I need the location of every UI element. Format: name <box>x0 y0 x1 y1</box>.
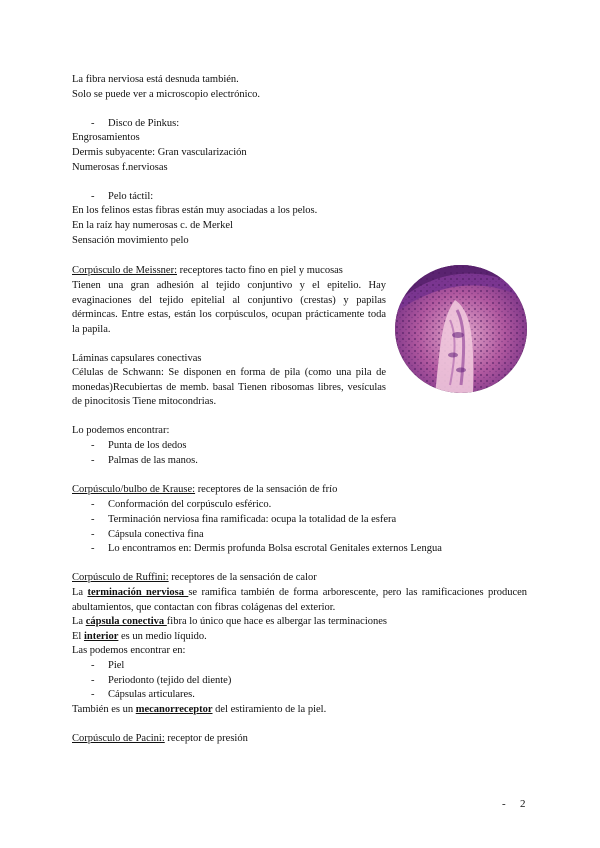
meissner-heading-line <box>72 264 343 278</box>
footer-dash: - <box>502 798 506 810</box>
ruffini-p1-a: La <box>72 587 88 598</box>
krause-heading-rest: receptores de la sensación de frío <box>195 484 338 495</box>
pacini-heading-line <box>72 732 248 746</box>
pinkus-line-3: Numerosas f.nerviosas <box>72 162 168 173</box>
page-number: 2 <box>520 798 526 810</box>
krause-dash-3: - <box>91 529 95 540</box>
pacini-heading-rest: receptor de presión <box>164 733 248 744</box>
pelo-title: Pelo táctil: <box>108 191 154 202</box>
ruffini-mec-a: También es un <box>72 704 136 715</box>
ruffini-p1-c: se ramifica también de forma arborescente, pero las ramificaciones producen abultamientos, que contactan con fibras colágenas del exterior. <box>72 587 528 613</box>
meissner-item-2: Palmas de las manos. <box>108 455 198 466</box>
pinkus-line-1: Engrosamientos <box>72 132 140 143</box>
ruffini-heading-rest: receptores de la sensación de calor <box>168 572 317 583</box>
ruffini-p3-a: El <box>72 631 84 642</box>
intro-line-1: La fibra nerviosa está desnuda también. <box>72 74 239 85</box>
krause-dash-2: - <box>91 514 95 525</box>
meissner-laminas: Láminas capsulares conectivas <box>72 353 202 364</box>
micrograph-illustration <box>395 265 527 393</box>
krause-heading-line <box>72 483 337 497</box>
ruffini-p2-a: La <box>72 616 86 627</box>
meissner-dash-2: - <box>91 455 95 466</box>
meissner-schwann: Células de Schwann: Se disponen en forma de pila (como una pila de monedas)Recubiertas de memb. basal Tienen ribosomas libres, vesículas de pinocitosis Tiene mitocondrias. <box>72 367 386 407</box>
ruffini-paragraph-2 <box>72 615 387 629</box>
krause-item-3: Cápsula conectiva fina <box>108 529 204 540</box>
meissner-dash-1: - <box>91 440 95 451</box>
meissner-heading: Corpúsculo de Meissner: <box>72 265 177 276</box>
pelo-line-1: En los felinos estas fibras están muy asociadas a los pelos. <box>72 205 318 216</box>
krause-item-1: Conformación del corpúsculo esférico. <box>108 499 272 510</box>
ruffini-mecanorreceptor-line <box>72 703 326 717</box>
pelo-line-3: Sensación movimiento pelo <box>72 235 189 246</box>
meissner-item-1: Punta de los dedos <box>108 440 187 451</box>
krause-dash-4: - <box>91 543 95 554</box>
meissner-paragraph: Tienen una gran adhesión al tejido conjuntivo y el epitelio. Hay evaginaciones del tejido epitelial al conjuntivo (crestas) y papilas dérmincas. Entre estas, están los corpúsculos, ocupan prácticamente toda la papila. <box>72 280 386 335</box>
ruffini-p3-c: es un medio líquido. <box>118 631 207 642</box>
meissner-heading-rest: receptores tacto fino en piel y mucosas <box>177 265 343 276</box>
intro-line-2: Solo se puede ver a microscopio electrónico. <box>72 89 261 100</box>
ruffini-paragraph-1 <box>72 586 527 615</box>
ruffini-item-3: Cápsulas articulares. <box>108 689 195 700</box>
ruffini-heading: Corpúsculo de Ruffini: <box>72 572 169 583</box>
ruffini-interior: interior <box>83 631 119 642</box>
pinkus-title: Disco de Pinkus: <box>108 118 180 129</box>
ruffini-terminacion: terminación nerviosa <box>87 587 189 598</box>
ruffini-paragraph-3 <box>72 630 207 644</box>
ruffini-dash-2: - <box>91 675 95 686</box>
pelo-dash: - <box>91 191 95 202</box>
krause-dash-1: - <box>91 499 95 510</box>
ruffini-p2-c: fibra lo único que hace es albergar las terminaciones <box>166 616 387 627</box>
ruffini-mec-c: del estiramiento de la piel. <box>212 704 327 715</box>
pinkus-dash: - <box>91 118 95 129</box>
ruffini-dash-3: - <box>91 689 95 700</box>
ruffini-dash-1: - <box>91 660 95 671</box>
histology-micrograph-image <box>395 265 527 393</box>
ruffini-mecanorreceptor: mecanorreceptor <box>135 704 213 715</box>
ruffini-capsula: cápsula conectiva <box>85 616 167 627</box>
krause-item-4: Lo encontramos en: Dermis profunda Bolsa escrotal Genitales externos Lengua <box>108 543 442 554</box>
krause-heading: Corpúsculo/bulbo de Krause: <box>72 484 196 495</box>
ruffini-item-2: Periodonto (tejido del diente) <box>108 675 232 686</box>
ruffini-item-1: Piel <box>108 660 125 671</box>
ruffini-encontrar: Las podemos encontrar en: <box>72 645 186 656</box>
pelo-line-2: En la raíz hay numerosas c. de Merkel <box>72 220 233 231</box>
krause-item-2: Terminación nerviosa fina ramificada: ocupa la totalidad de la esfera <box>108 514 397 525</box>
pacini-heading: Corpúsculo de Pacini: <box>72 733 165 744</box>
ruffini-heading-line <box>72 571 317 585</box>
pinkus-line-2: Dermis subyacente: Gran vascularización <box>72 147 247 158</box>
meissner-encontrar: Lo podemos encontrar: <box>72 425 170 436</box>
